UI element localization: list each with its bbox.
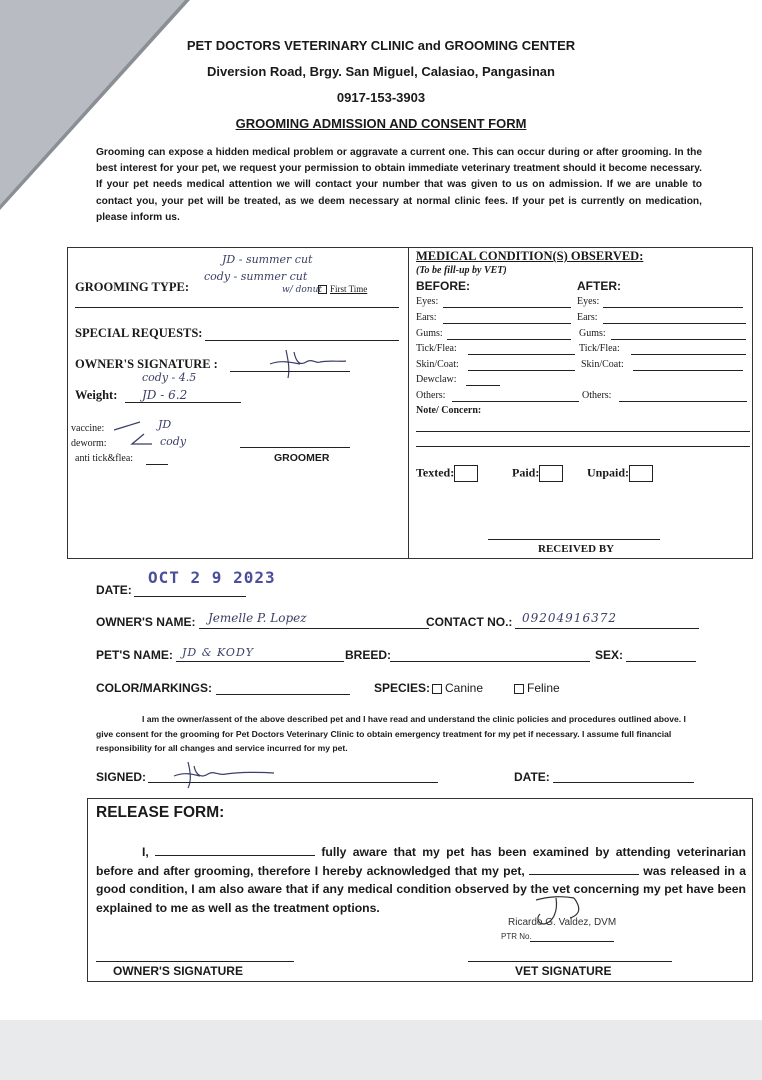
consent-paragraph: I am the owner/assent of the above described pet and I have read and understand the clinic policies and procedures outlined above. I give consent for the grooming for Pet Doctors Veterinary Clinic to obtain emergency treatment for my pet if necessary. I assume full financial responsibility for all changes and service incurred for my pet. [96, 714, 686, 753]
after-skincoat: Skin/Coat: [581, 359, 624, 370]
medical-subtitle: (To be fill-up by VET) [416, 265, 507, 276]
species-feline-option[interactable] [514, 681, 560, 695]
before-tickflea: Tick/Flea: [416, 343, 457, 354]
after-gums: Gums: [579, 328, 606, 339]
pet-name-line [176, 661, 344, 662]
before-others-line [452, 401, 579, 402]
color-markings-line [216, 694, 350, 695]
pet-name-label: PET'S NAME: [96, 648, 173, 662]
vaccine-label: vaccine: [71, 423, 105, 434]
before-gums-line [447, 339, 571, 340]
first-time-label: First Time [330, 284, 368, 294]
deworm-check-mark [128, 432, 158, 448]
grooming-type-label: GROOMING TYPE: [75, 280, 190, 294]
color-markings-label: COLOR/MARKINGS: [96, 681, 212, 695]
antitick-line [146, 464, 168, 465]
contact-line [515, 628, 699, 629]
clinic-address: Diversion Road, Brgy. San Miguel, Calasiao, Pangasinan [207, 64, 555, 79]
canine-label: Canine [445, 681, 484, 695]
sex-label: SEX: [595, 648, 624, 662]
before-ears-line [443, 323, 571, 324]
after-label: AFTER: [577, 279, 621, 293]
after-tickflea-line [631, 354, 746, 355]
before-others: Others: [416, 390, 446, 401]
after-ears: Ears: [577, 312, 598, 323]
first-time-option[interactable] [318, 284, 367, 294]
weight-line [125, 402, 241, 403]
owner-name-value[interactable]: Jemelle P. Lopez [208, 611, 307, 625]
date-label: DATE: [96, 583, 132, 597]
owner-signature-line [230, 371, 350, 372]
feline-checkbox[interactable] [514, 684, 524, 694]
intro-paragraph: Grooming can expose a hidden medical problem or aggravate a current one. This can occur during or after grooming. In the best interest for your pet, we request your permission to obtain immediate veterinary treatment should it become necessary. If your pet needs medical attention we will contact your number that was given to us on admission. If we are unable to contact you, your pet will be treated, as we deem necessary at normal clinic fees. If your pet is currently on medication, please inform us. [96, 147, 702, 223]
before-dewclaw: Dewclaw: [416, 374, 457, 385]
owner-signature-release-line [96, 961, 294, 962]
pet-name-value[interactable]: JD & KODY [182, 646, 255, 659]
vet-signature-label: VET SIGNATURE [515, 964, 612, 978]
after-others: Others: [582, 390, 612, 401]
special-requests-line [205, 340, 399, 341]
before-skincoat: Skin/Coat: [416, 359, 459, 370]
weight-label: Weight: [75, 388, 118, 402]
owner-name-label: OWNER'S NAME: [96, 615, 196, 629]
after-eyes: Eyes: [577, 296, 600, 307]
deworm-label: deworm: [71, 438, 107, 449]
before-dewclaw-line [466, 385, 500, 386]
before-eyes: Eyes: [416, 296, 439, 307]
paid-checkbox[interactable] [539, 465, 563, 482]
vet-name: Ricardo G. Valdez, DVM [508, 917, 617, 928]
breed-label: BREED: [345, 648, 392, 662]
vet-signature-line [468, 961, 672, 962]
release-text-part2: was released in a good condition, I am also aware that if any medical condition observed by the vet concerning my pet have been explained to me as well as the treatment options. [96, 863, 746, 915]
clinic-name: PET DOCTORS VETERINARY CLINIC and GROOMING CENTER [186, 38, 576, 53]
grooming-type-hw1: JD - summer cut [222, 253, 313, 266]
unpaid-checkbox[interactable] [629, 465, 653, 482]
texted-option[interactable] [416, 465, 478, 482]
table-divider [408, 248, 409, 558]
antitick-label: anti tick&flea: [75, 453, 134, 464]
texted-checkbox[interactable] [454, 465, 478, 482]
weight-hw2: JD - 6.2 [142, 388, 188, 402]
unpaid-option[interactable] [587, 465, 653, 482]
scan-bottom-shadow [0, 1020, 762, 1080]
after-skincoat-line [633, 370, 743, 371]
before-label: BEFORE: [416, 279, 470, 293]
owners-signature-label: OWNER'S SIGNATURE : [75, 357, 218, 371]
note-concern-label: Note/ Concern: [416, 405, 482, 416]
before-eyes-line [443, 307, 571, 308]
date-stamp: OCT 2 9 2023 [148, 568, 276, 587]
owner-name-line [199, 628, 429, 629]
breed-line [390, 661, 590, 662]
signed-signature-scribble [170, 758, 280, 790]
contact-value[interactable]: 09204916372 [522, 611, 617, 625]
signed-label: SIGNED: [96, 770, 147, 784]
after-eyes-line [603, 307, 743, 308]
release-pet-blank[interactable] [529, 862, 639, 875]
deworm-hw: cody [160, 435, 187, 448]
after-tickflea: Tick/Flea: [579, 343, 620, 354]
note-line-2 [416, 446, 750, 447]
after-ears-line [603, 323, 746, 324]
clinic-phone: 0917-153-3903 [336, 90, 426, 105]
grooming-type-hw3: w/ donut [282, 285, 322, 295]
date-line [134, 596, 246, 597]
species-label: SPECIES: [374, 681, 431, 695]
before-gums: Gums: [416, 328, 443, 339]
paid-label: Paid: [512, 465, 540, 480]
before-skincoat-line [468, 370, 575, 371]
release-text-i: I, [142, 845, 149, 859]
weight-hw1: cody - 4.5 [142, 371, 197, 384]
groomer-line [240, 447, 350, 448]
paid-option[interactable] [512, 465, 563, 482]
contact-label: CONTACT NO.: [426, 615, 513, 629]
note-line-1 [416, 431, 750, 432]
owner-signature-scribble [260, 342, 350, 382]
canine-checkbox[interactable] [432, 684, 442, 694]
after-gums-line [611, 339, 746, 340]
feline-label: Feline [527, 681, 560, 695]
before-ears: Ears: [416, 312, 437, 323]
texted-label: Texted: [416, 465, 455, 480]
date2-line [553, 782, 694, 783]
ptr-line [530, 941, 614, 942]
release-form-title: RELEASE FORM: [96, 804, 225, 821]
vaccine-hw: JD [158, 418, 172, 431]
release-text-part1: fully aware that my pet has been examined by attending veterinarian before and after grooming, therefore I hereby acknowledged that my pet, [96, 845, 746, 878]
received-by-label: RECEIVED BY [538, 543, 615, 555]
release-owner-blank[interactable] [155, 843, 315, 856]
before-tickflea-line [468, 354, 575, 355]
received-by-line [488, 539, 660, 540]
owner-signature-release-label: OWNER'S SIGNATURE [113, 964, 243, 978]
unpaid-label: Unpaid: [587, 465, 630, 480]
species-canine-option[interactable] [432, 681, 483, 695]
special-requests-label: SPECIAL REQUESTS: [75, 326, 203, 340]
signed-line [148, 782, 438, 783]
date2-label: DATE: [514, 770, 550, 784]
groomer-label: GROOMER [274, 452, 330, 464]
after-others-line [619, 401, 747, 402]
grooming-type-hw2: cody - summer cut [204, 270, 308, 283]
sex-line [626, 661, 696, 662]
release-paragraph [96, 843, 746, 917]
first-time-checkbox[interactable] [318, 285, 327, 294]
medical-title: MEDICAL CONDITION(S) OBSERVED: [416, 249, 644, 263]
ptr-label: PTR No. [501, 932, 532, 941]
grooming-type-line [75, 307, 399, 308]
form-title: GROOMING ADMISSION AND CONSENT FORM [235, 116, 527, 131]
